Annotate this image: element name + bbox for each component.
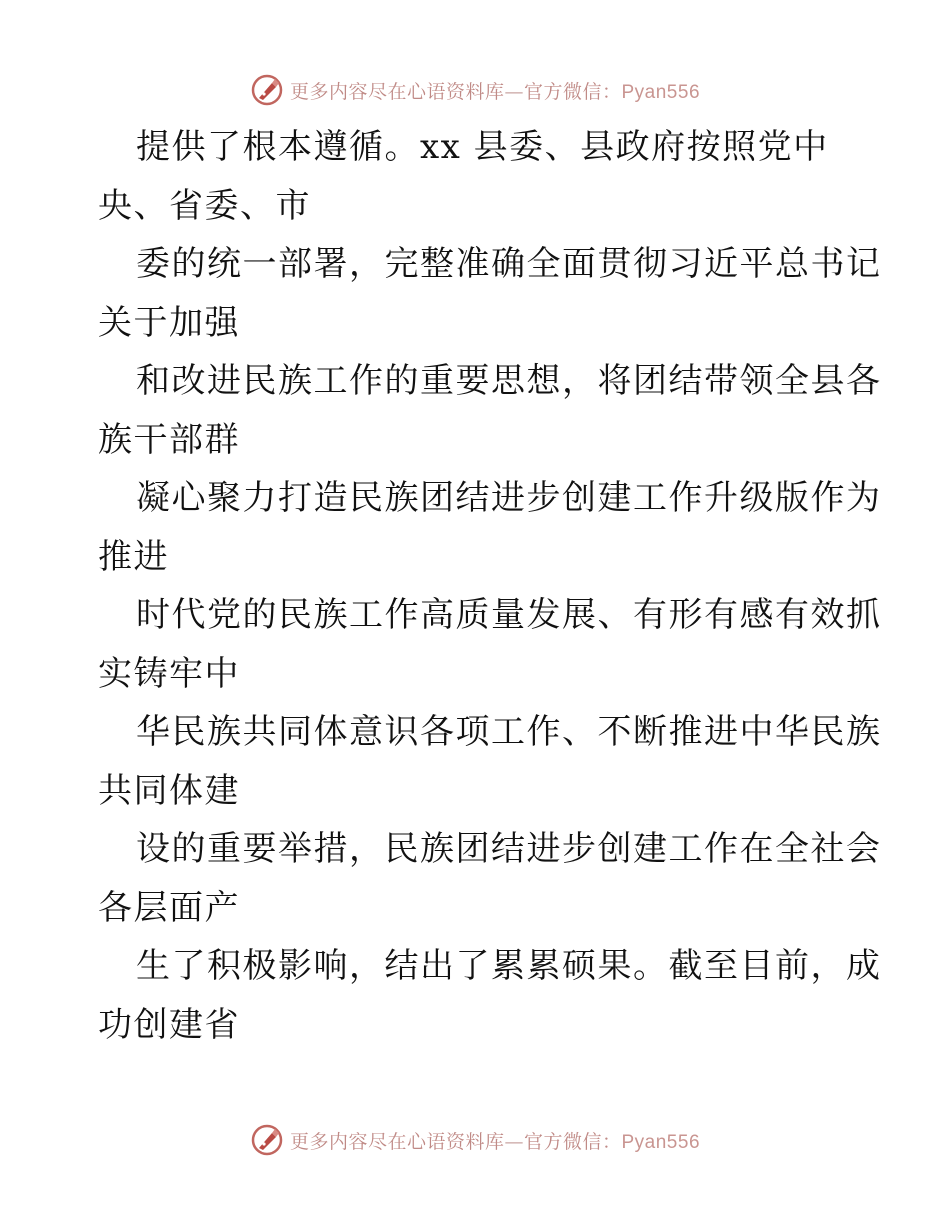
footer-watermark xyxy=(0,1120,950,1160)
text-line: 实铸牢中 xyxy=(98,653,240,694)
watermark-main-text: 更多内容尽在心语资料库 xyxy=(289,1130,505,1153)
text-line: 提供了根本遵循。xx 县委、县政府按照党中 xyxy=(136,127,829,167)
watermark-wechat-id: Pyan556 xyxy=(621,1131,701,1153)
pen-nib-circle-icon xyxy=(250,73,284,107)
watermark-text xyxy=(290,77,700,104)
watermark-wechat-id: Pyan556 xyxy=(621,81,701,103)
watermark-separator: — xyxy=(504,80,524,103)
text-line: 华民族共同体意识各项工作、不断推进中华民族 xyxy=(136,712,882,752)
text-line: 设的重要举措，民族团结进步创建工作在全社会 xyxy=(136,829,882,869)
pen-nib-circle-icon xyxy=(250,1123,284,1157)
watermark-text xyxy=(290,1127,700,1154)
watermark-wechat-label: 官方微信： xyxy=(523,1130,622,1153)
text-line: 共同体建 xyxy=(98,770,240,811)
text-line: 委的统一部署，完整准确全面贯彻习近平总书记 xyxy=(136,244,882,284)
text-line: 各层面产 xyxy=(98,887,240,928)
watermark-main-text: 更多内容尽在心语资料库 xyxy=(289,80,505,103)
header-watermark xyxy=(0,70,950,110)
text-line: 凝心聚力打造民族团结进步创建工作升级版作为 xyxy=(136,478,882,518)
text-line: 关于加强 xyxy=(98,302,240,343)
text-line: 时代党的民族工作高质量发展、有形有感有效抓 xyxy=(136,595,882,635)
document-body xyxy=(98,118,882,1054)
text-line: 生了积极影响，结出了累累硕果。截至目前，成 xyxy=(136,946,882,986)
text-line: 央、省委、市 xyxy=(98,185,311,226)
text-line: 推进 xyxy=(98,536,169,577)
watermark-wechat-label: 官方微信： xyxy=(523,80,622,103)
text-line: 族干部群 xyxy=(98,419,240,460)
text-line: 功创建省 xyxy=(98,1004,240,1045)
text-line: 和改进民族工作的重要思想，将团结带领全县各 xyxy=(136,361,882,401)
watermark-separator: — xyxy=(504,1130,524,1153)
